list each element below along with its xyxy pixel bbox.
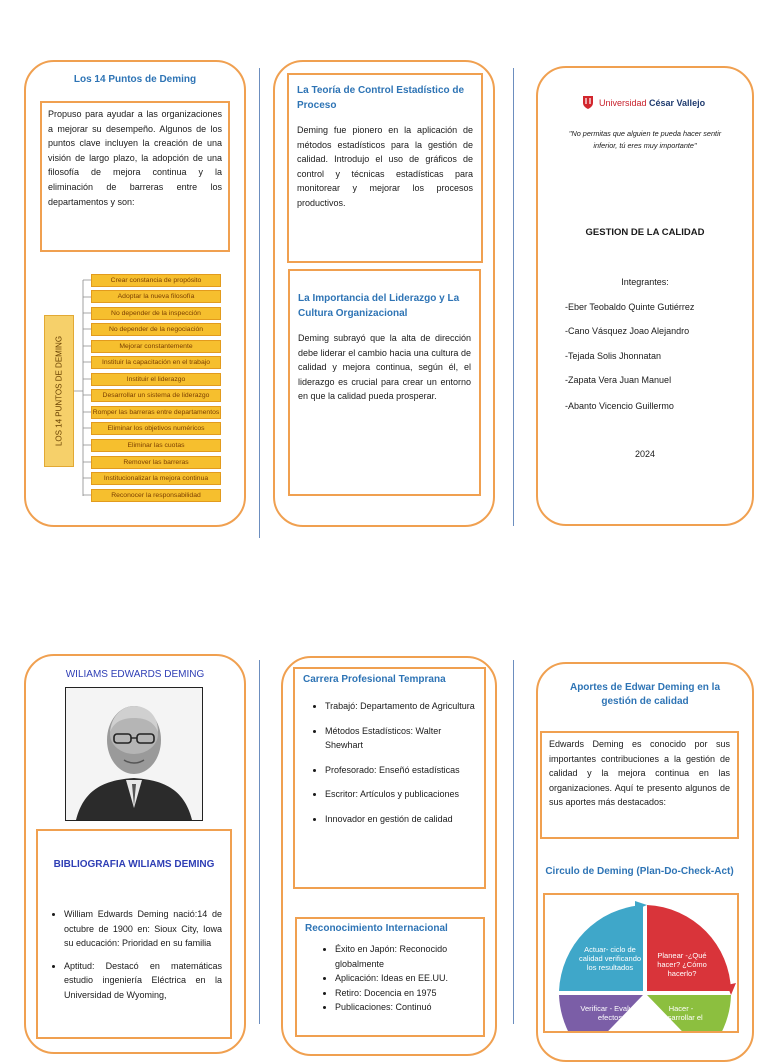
member-item: -Tejada Solis Jhonnatan: [565, 351, 662, 361]
bio-item: • Aptitud: Destacó en matemáticas estudio ingeniería Eléctrica en la Universidad de Wyoming,: [64, 959, 222, 1003]
member-item: -Eber Teobaldo Quinte Gutiérrez: [565, 302, 695, 312]
pdca-do-label: Hacer - desarrollar el: [659, 1004, 703, 1022]
contributions-title: Aportes de Edwar Deming en la gestión de calidad: [569, 682, 721, 707]
career-item: • Trabajó: Departamento de Agricultura: [325, 699, 476, 714]
bio-box: [36, 829, 232, 1039]
career-item: • Escritor: Artículos y publicaciones: [325, 787, 476, 802]
point-item: Eliminar las cuotas: [91, 439, 221, 452]
bio-item: • William Edwards Deming nació:14 de octubre de 1900 en: Sioux City, Iowa su educación: Prioridad en su familia: [64, 907, 222, 951]
cover-quote: "No permitas que alguien te pueda hacer sentir inferior, tú eres muy importante": [568, 129, 722, 150]
theory-text: Deming fue pionero en la aplicación de métodos estadísticos para la gestión de calidad. Introdujo el uso de gráficos de control y técnicas estadísticas para monitorear y mejorar los procesos productivos.: [297, 125, 473, 208]
intro-box: [40, 101, 230, 252]
pdca-box: [543, 893, 739, 1033]
leadership-title: La Importancia del Liderazgo y La Cultura Organizacional: [298, 293, 460, 319]
diagram-label-box: [44, 315, 74, 467]
career-item: • Profesorado: Enseñó estadísticas: [325, 763, 476, 778]
pdca-plan-segment: [647, 905, 731, 991]
point-item: Mejorar constantemente: [91, 340, 221, 353]
recognition-title: Reconocimiento Internacional: [305, 923, 448, 934]
leadership-text: Deming subrayó que la alta de dirección debe liderar el cambio hacia una cultura de calidad y mejora continua, según él, el liderazgo es crucial para crear un entorno en que la calidad pueda prosperar.: [298, 333, 471, 402]
deming-photo: [65, 687, 203, 821]
point-item: Romper las barreras entre departamentos: [91, 406, 221, 419]
university-shield-icon: [582, 95, 594, 110]
recognition-item: • Aplicación: Ideas en EE.UU.: [335, 971, 475, 986]
diagram-label: LOS 14 PUNTOS DE DEMING: [54, 335, 64, 447]
point-item: Desarrollar un sistema de liderazgo: [91, 389, 221, 402]
theory-title: La Teoría de Control Estadístico de Proceso: [297, 85, 465, 111]
bio-title: BIBLIOGRAFIA WILIAMS DEMING: [53, 859, 215, 870]
course-title: GESTION DE LA CALIDAD: [585, 227, 705, 238]
career-title: Carrera Profesional Temprana: [303, 674, 446, 685]
university-prefix: Universidad: [599, 97, 650, 108]
intro-text: Propuso para ayudar a las organizaciones a mejorar su desempeño. Algunos de los puntos clave incluyen la creación de una visión de largo plazo, la adopción de una filosofía de mejora continua y la eliminación de barreras entre los departamentos y son:: [48, 109, 222, 207]
career-box: [293, 667, 486, 889]
point-item: Instituir la capacitación en el trabajo: [91, 356, 221, 369]
recognition-item: • Publicaciones: Continuó: [335, 1000, 475, 1015]
divider-line: [259, 68, 260, 538]
recognition-item: • Éxito en Japón: Reconocido globalmente: [335, 942, 475, 971]
pdca-act-label: Actuar- ciclo de calidad verificando los resultados: [578, 945, 642, 972]
pdca-check-label: Verificar - Evaluar efectos: [580, 1004, 640, 1022]
point-item: Adoptar la nueva filosofía: [91, 290, 221, 303]
pdca-plan-label: Planear -¿Qué hacer? ¿Cómo hacerlo?: [657, 951, 707, 978]
career-item: • Innovador en gestión de calidad: [325, 812, 476, 827]
recognition-item: • Retiro: Docencia en 1975: [335, 986, 475, 1001]
divider-line: [259, 660, 260, 1024]
university-name: César Vallejo: [649, 97, 706, 108]
point-item: Eliminar los objetivos numéricos: [91, 422, 221, 435]
point-item: Crear constancia de propósito: [91, 274, 221, 287]
theory-box: [287, 73, 483, 263]
divider-line: [513, 660, 514, 1024]
university-logo: [582, 95, 705, 110]
member-item: -Zapata Vera Juan Manuel: [565, 375, 672, 385]
point-item: No depender de la inspección: [91, 307, 221, 320]
career-item: • Métodos Estadísticos: Walter Shewhart: [325, 724, 476, 753]
leadership-box: [288, 269, 481, 496]
member-item: -Abanto Vicencio Guillermo: [565, 401, 674, 411]
divider-line: [513, 68, 514, 526]
deming-name-title: WILIAMS EDWARDS DEMING: [65, 669, 205, 680]
pdca-title: Circulo de Deming (Plan-Do-Check-Act): [545, 866, 734, 877]
panel-cover: [536, 66, 754, 526]
point-item: Institucionalizar la mejora continua: [91, 472, 221, 485]
point-item: No depender de la negociación: [91, 323, 221, 336]
point-item: Reconocer la responsabilidad: [91, 489, 221, 502]
point-item: Instituir el liderazgo: [91, 373, 221, 386]
member-item: -Cano Vásquez Joao Alejandro: [565, 326, 690, 336]
members-label: Integrantes:: [621, 277, 669, 287]
point-item: Remover las barreras: [91, 456, 221, 469]
contributions-box: [540, 731, 739, 839]
contributions-text: Edwards Deming es conocido por sus importantes contribuciones a la gestión de calidad y la mejora continua en las organizaciones. Aquí te presento algunos de sus aportes más destacados:: [549, 739, 730, 808]
cover-year: 2024: [634, 449, 656, 459]
portrait-image: [66, 688, 202, 820]
section-title: Los 14 Puntos de Deming: [73, 74, 197, 85]
recognition-box: [295, 917, 485, 1037]
